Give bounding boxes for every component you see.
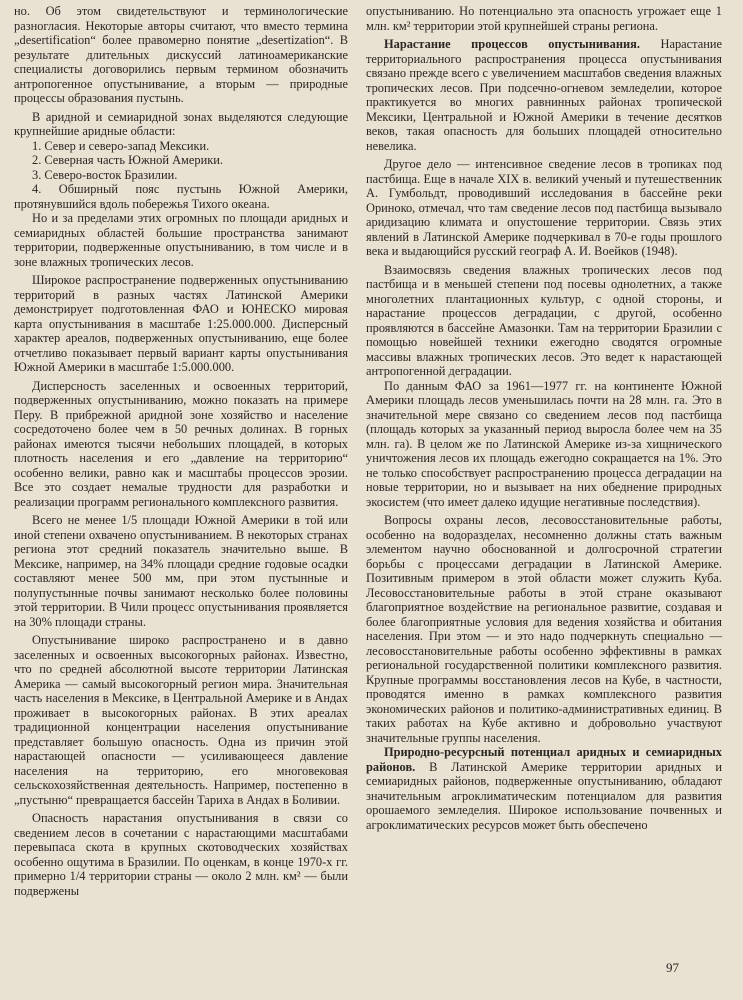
paragraph	[366, 37, 722, 153]
paragraph: В аридной и семиаридной зонах выделяются следующие крупнейшие аридные области:	[14, 109, 348, 138]
arid-regions-list	[14, 139, 348, 212]
paragraph-text: Нарастание территориального распространения процесса опустынивания связано прежде всего с увеличением масштабов сведения влажных тропических лесов. При подсечно-огневом земледелии, которое практикуется во многих равнинных районах тропической Мексики, Центральной и Южной Америки в течение десятков веков, такая опасность для больших площадей относительно невелика.	[366, 37, 722, 153]
paragraph: Широкое распространение подверженных опустыниванию территорий в разных частях Латинской Америки демонстрирует подготовленная ФАО и ЮНЕСКО мировая карта опустынивания в масштабе 1:25.000.000. Дисперсный характер ареалов, подверженных опустыниванию, еще более отчетливо показывает первый вариант карты опустынивания Южной Америки в масштабе 1:5.000.000.	[14, 273, 348, 374]
paragraph: Другое дело — интенсивное сведение лесов в тропиках под пастбища. Еще в начале XIX в. великий ученый и путешественник А. Гумбольдт, проводивший исследования в бассейне реки Ориноко, отмечал, что там сведение лесов под пастбища вызывало аридизацию климата и опустошение территории. Связь этих явлений в Латинской Америке подчеркивал в 70-е годы прошлого века и выдающийся русский географ А. И. Воейков (1948).	[366, 157, 722, 258]
paragraph: Дисперсность заселенных и освоенных территорий, подверженных опустыниванию, можно показать на примере Перу. В прибрежной аридной зоне хозяйство и население сосредоточено более чем в 50 речных долинах. В горных районах имеются тысячи небольших площадей, в которых плотность населения и его „давление на территорию“ особенно велики, равно как и масштабы процессов эрозии. Все это создает немалые трудности для разработки и реализации программ регионального комплексного развития.	[14, 378, 348, 509]
paragraph: По данным ФАО за 1961—1977 гг. на континенте Южной Америки площадь лесов уменьшилась почти на 28 млн. га. Это в значительной мере связано со сведением лесов под пастбища (площадь которых за указанный период выросла более чем на 35 млн. га). В целом же по Латинской Америке из-за хищнического уничтожения лесов их площадь ежегодно сокращается на 1%. Это не только способствует распространению процесса деградации на новые территории, но и вызывает на них обеднение природных экосистем (что имеет далеко идущие негативные последствия).	[366, 378, 722, 509]
section-heading: Нарастание процессов опустынивания.	[384, 37, 640, 51]
list-item: 4. Обширный пояс пустынь Южной Америки, протянувшийся вдоль побережья Тихого океана.	[14, 182, 348, 211]
paragraph: Взаимосвязь сведения влажных тропических лесов под пастбища и в меньшей степени под посевы однолетних, а также многолетних плантационных культур, с одной стороны, и нарастание процессов деградации, с другой, особенно проявляются в бассейне Амазонки. Там на территории Бразилии с помощью новейшей техники ежегодно сводятся огромные массивы влажных тропических лесов. Это ведет к нарастающей антропогенной деградации.	[366, 262, 722, 378]
list-item: 2. Северная часть Южной Америки.	[32, 153, 223, 167]
paragraph: Опасность нарастания опустынивания в связи со сведением лесов в сочетании с нарастающими масштабами перевыпаса скота в крупных скотоводческих хозяйствах особенно ощутима в Бразилии. По оценкам, в конце 1970-х гг. примерно 1/4 территории страны — около 2 млн. км² — были подвержены	[14, 811, 348, 898]
left-column	[14, 4, 348, 898]
paragraph: опустыниванию. Но потенциально эта опасность угрожает еще 1 млн. км² территории этой крупнейшей страны региона.	[366, 4, 722, 33]
section-heading: Природно-ресурсный потенциал аридных и семиаридных районов.	[366, 745, 722, 774]
right-column	[366, 4, 722, 832]
paragraph: Вопросы охраны лесов, лесовосстановительные работы, особенно на водоразделах, несомненно должны стать важным элементом научно обоснованной и долгосрочной стратегии борьбы с процессами деградации в Латинской Америке. Позитивным примером в этой области может служить Куба. Лесовосстановительные работы в этой стране оказывают благоприятное воздействие на региональное развитие, создавая и более благоприятные условия для ведения хозяйства и обитания населения. При этом — и это надо подчеркнуть специально — лесовосстановительные работы особенно эффективны в рамках региональной государственной политики комплексного развития. Крупные программы восстановления лесов на Кубе, в частности, проводятся именно в рамках комплексного развития экономических районов и политико-административных единиц. В таких работах на Кубе активно и добровольно участвуют значительные группы населения.	[366, 513, 722, 745]
list-item: 3. Северо-восток Бразилии.	[32, 167, 178, 182]
paragraph: Опустынивание широко распространено и в давно заселенных и освоенных высокогорных районах. Известно, что по средней абсолютной высоте территории Латинская Америка — самый высокогорный регион мира. Значительная часть населения в Мексике, в Центральной Америке и в Андах проживает в высокогорных районах. В этих ареалах традиционной концентрации населения опустынивание представляет большую опасность. Одна из причин этой нарастающей опасности — усиливающееся давление населения на территорию, его многовековая сельскохозяйственная деятельность. Например, постепенно в „пустыню“ превращается бассейн Тариха в Андах в Боливии.	[14, 633, 348, 807]
list-item: 1. Север и северо-запад Мексики.	[32, 138, 210, 153]
page-number: 97	[666, 960, 679, 975]
paragraph: Но и за пределами этих огромных по площади аридных и семиаридных областей большие пространства занимают территории, подверженные опустыниванию, в том числе и в зоне влажных тропических лесов.	[14, 211, 348, 269]
paragraph: Всего не менее 1/5 площади Южной Америки в той или иной степени охвачено опустыниванием. В некоторых странах региона этот средний показатель значительно выше. В Мексике, например, на 34% площади средние годовые осадки составляют менее 500 мм, при этом пустынные и полупустынные почвы занимают несколько более половины этой территории. В Чили процесс опустынивания проявляется на 30% площади страны.	[14, 513, 348, 629]
paragraph-text: В Латинской Америке территории аридных и семиаридных районов, подверженные опустыниванию, обладают значительным агроклиматическим потенциалом для развития орошаемого земледелия. Широкое использование почвенных и агроклиматических ресурсов может быть обеспечено	[366, 759, 722, 832]
paragraph: но. Об этом свидетельствуют и терминологические разногласия. Некоторые авторы считают, что вместо термина „desertification“ более правомерно понятие „desertization“. В результате длительных дискуссий латиноамериканские специалисты договорились первым термином обозначить антропогенное опустынивание, а вторым — природные процессы образования пустынь.	[14, 4, 348, 105]
paragraph	[366, 745, 722, 832]
